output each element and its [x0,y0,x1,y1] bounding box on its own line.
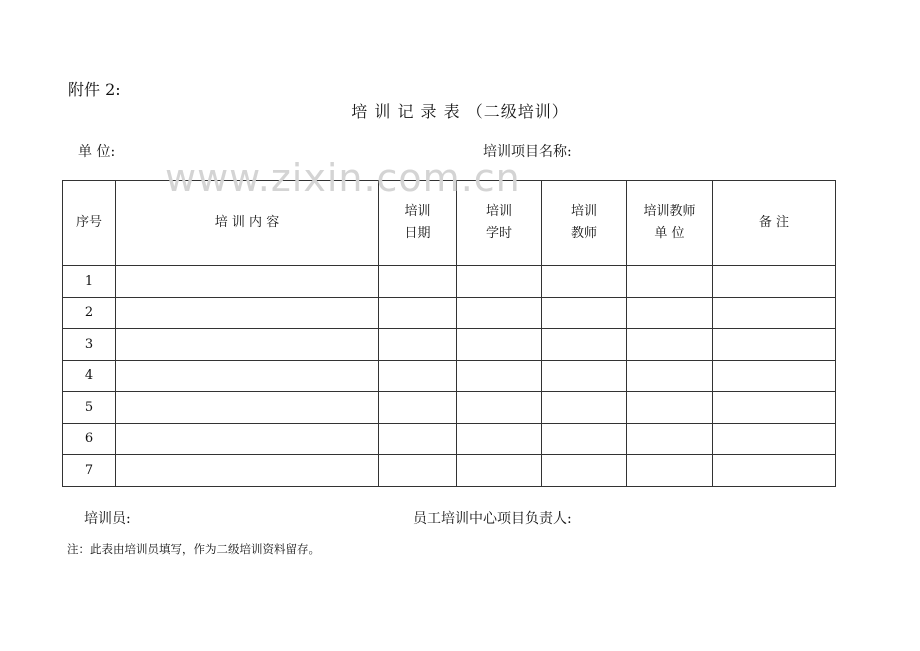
footnote: 注：此表由培训员填写，作为二级培训资料留存。 [67,542,320,556]
row-index: 4 [63,360,116,392]
hours-cell[interactable] [457,329,542,361]
row-index: 2 [63,297,116,329]
remarks-cell[interactable] [713,266,836,298]
content-cell[interactable] [116,297,379,329]
content-cell[interactable] [116,392,379,424]
hours-cell[interactable] [457,266,542,298]
row-index: 5 [63,392,116,424]
hours-cell[interactable] [457,423,542,455]
teacher-cell[interactable] [542,423,627,455]
date-cell[interactable] [379,423,457,455]
teacher-cell[interactable] [542,392,627,424]
table-row [63,360,836,392]
hours-cell[interactable] [457,360,542,392]
table-row [63,423,836,455]
teacher-unit-cell[interactable] [627,266,713,298]
header-cell-teacher-unit: 培训教师 单 位 [627,181,713,266]
remarks-cell[interactable] [713,297,836,329]
table-row [63,297,836,329]
teacher-unit-cell[interactable] [627,329,713,361]
teacher-cell[interactable] [542,455,627,487]
hours-cell[interactable] [457,297,542,329]
unit-label: 单 位: [78,144,116,160]
remarks-cell[interactable] [713,329,836,361]
watermark: www.zixin.com.cn [165,156,521,200]
row-index: 1 [63,266,116,298]
attachment-label: 附件 2: [68,80,121,99]
row-index: 3 [63,329,116,361]
remarks-cell[interactable] [713,360,836,392]
header-cell-date: 培训 日期 [379,181,457,266]
content-cell[interactable] [116,455,379,487]
training-record-table [62,180,836,487]
teacher-cell[interactable] [542,297,627,329]
table-row [63,455,836,487]
row-index: 6 [63,423,116,455]
content-cell[interactable] [116,266,379,298]
teacher-unit-cell[interactable] [627,423,713,455]
teacher-cell[interactable] [542,360,627,392]
content-cell[interactable] [116,360,379,392]
header-cell-teacher: 培训 教师 [542,181,627,266]
date-cell[interactable] [379,266,457,298]
teacher-cell[interactable] [542,329,627,361]
teacher-unit-cell[interactable] [627,360,713,392]
remarks-cell[interactable] [713,392,836,424]
table-row [63,329,836,361]
document-title: 培 训 记 录 表 （二级培训） [351,102,569,121]
date-cell[interactable] [379,392,457,424]
header-cell-content: 培 训 内 容 [116,181,379,266]
content-cell[interactable] [116,423,379,455]
header-cell-index: 序号 [63,181,116,266]
trainer-label: 培训员: [84,511,131,527]
date-cell[interactable] [379,297,457,329]
table-row [63,266,836,298]
teacher-unit-cell[interactable] [627,455,713,487]
teacher-unit-cell[interactable] [627,392,713,424]
teacher-unit-cell[interactable] [627,297,713,329]
center-lead-label: 员工培训中心项目负责人: [413,511,572,527]
date-cell[interactable] [379,360,457,392]
header-cell-hours: 培训 学时 [457,181,542,266]
content-cell[interactable] [116,329,379,361]
date-cell[interactable] [379,329,457,361]
hours-cell[interactable] [457,455,542,487]
hours-cell[interactable] [457,392,542,424]
row-index: 7 [63,455,116,487]
table-row [63,392,836,424]
remarks-cell[interactable] [713,423,836,455]
date-cell[interactable] [379,455,457,487]
project-name-label: 培训项目名称: [483,144,572,160]
header-cell-remarks: 备 注 [713,181,836,266]
remarks-cell[interactable] [713,455,836,487]
teacher-cell[interactable] [542,266,627,298]
